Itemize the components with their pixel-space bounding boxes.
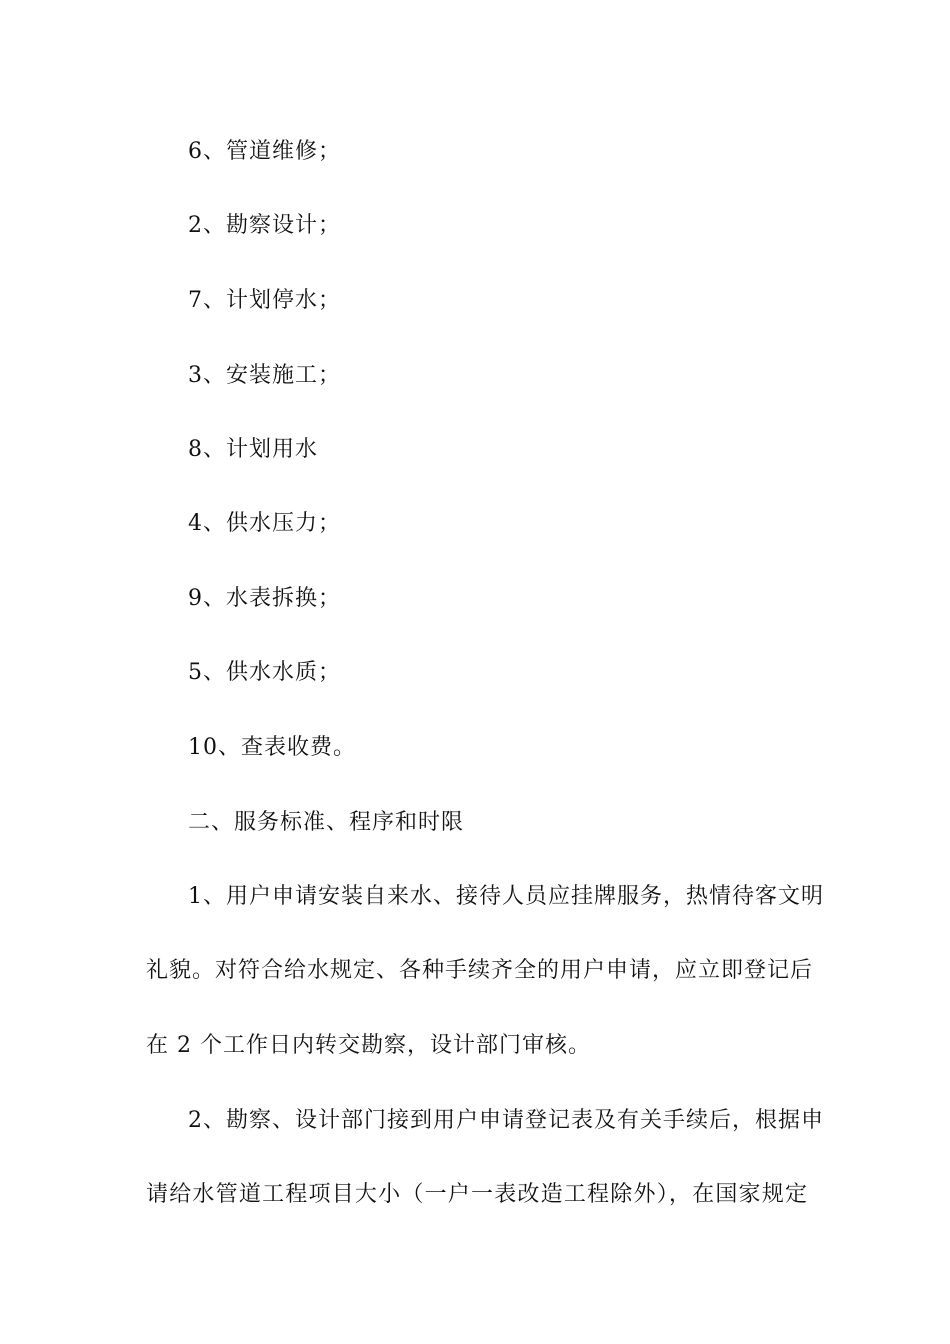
list-item: 3、安装施工；	[188, 363, 341, 388]
paragraph-line: 2、勘察、设计部门接到用户申请登记表及有关手续后，根据申	[188, 1108, 824, 1133]
list-item: 5、供水水质；	[188, 660, 341, 685]
paragraph-line: 请给水管道工程项目大小（一户一表改造工程除外），在国家规定	[146, 1182, 808, 1207]
list-item: 9、水表拆换；	[188, 586, 341, 611]
list-item: 2、勘察设计；	[188, 213, 341, 238]
list-item: 7、计划停水；	[188, 288, 341, 313]
list-item: 10、查表收费。	[188, 735, 356, 760]
paragraph-line: 在 2 个工作日内转交勘察，设计部门审核。	[146, 1033, 591, 1058]
paragraph-line: 礼貌。对符合给水规定、各种手续齐全的用户申请，应立即登记后	[146, 958, 814, 983]
list-item: 8、计划用水	[188, 437, 318, 462]
list-item: 4、供水压力；	[188, 511, 341, 536]
list-item: 6、管道维修；	[188, 139, 341, 164]
paragraph-line: 1、用户申请安装自来水、接待人员应挂牌服务，热情待客文明	[188, 884, 824, 909]
section-heading: 二、服务标准、程序和时限	[188, 810, 465, 835]
